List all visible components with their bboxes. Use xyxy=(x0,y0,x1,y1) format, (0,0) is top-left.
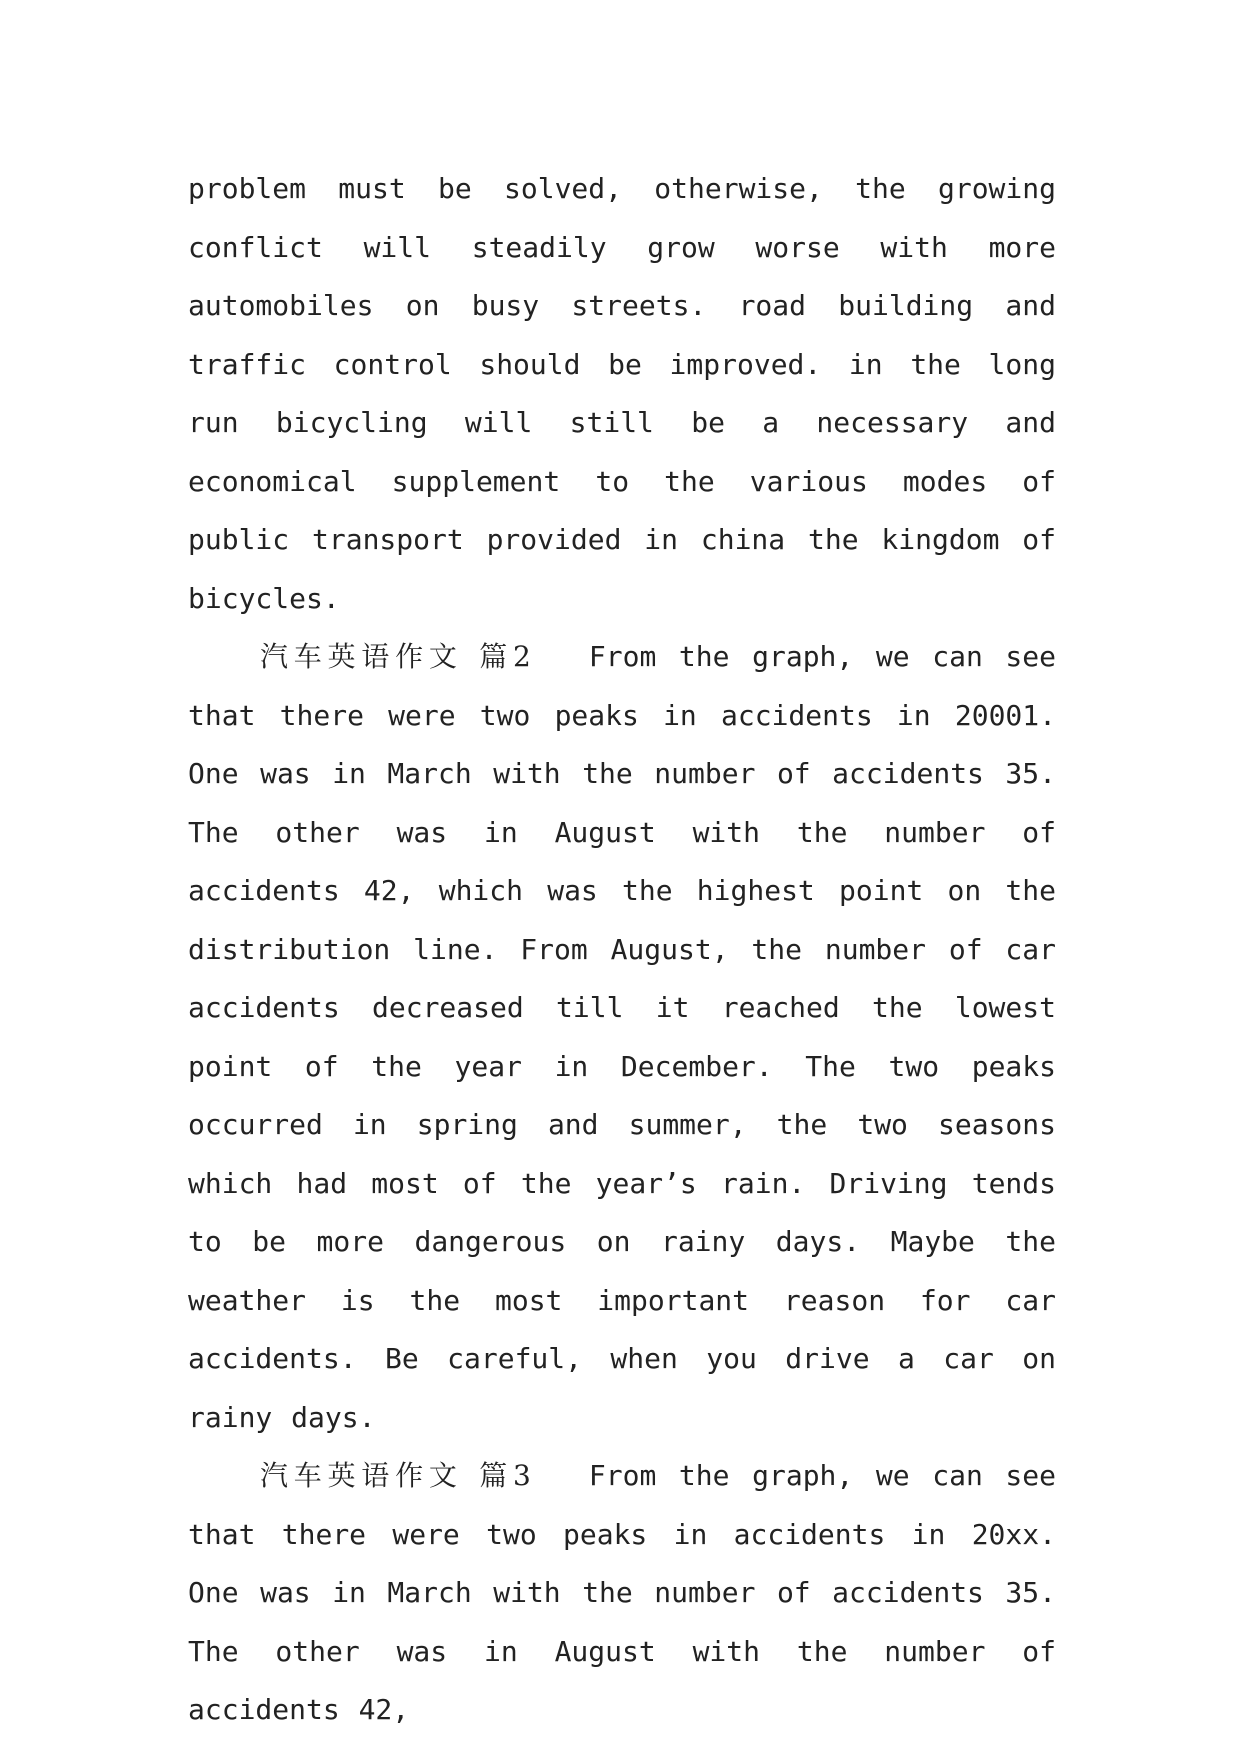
essay-2-text: From the graph, we can see that there were two peaks in accidents in 20001. One was in March with the number of accidents 35. The other was in August with the number of accidents 42, which was the highest point on the distribution line. From August, the number of car accidents decreased till it reached the lowest point of the year in December. The two peaks occurred in spring and summer, the two seasons which had most of the year’s rain. Driving tends to be more dangerous on rainy days. Maybe the weather is the most important reason for car accidents. Be careful, when you drive a car on rainy days. xyxy=(188,640,1057,1434)
paragraph-essay-3 xyxy=(188,1447,1056,1740)
document-page xyxy=(188,160,1056,1740)
paragraph-continuation: problem must be solved, otherwise, the growing conflict will steadily grow worse with more automobiles on busy streets. road building and traffic control should be improved. in the long run bicycling will still be a necessary and economical supplement to the various modes of public transport provided in china the kingdom of bicycles. xyxy=(188,172,1056,615)
essay-3-text: From the graph, we can see that there were two peaks in accidents in 20xx. One was in March with the number of accidents 35. The other was in August with the number of accidents 42, xyxy=(188,1459,1057,1726)
essay-2-heading: 汽车英语作文 篇2 xyxy=(260,640,533,673)
essay-3-heading: 汽车英语作文 篇3 xyxy=(260,1459,533,1492)
paragraph-essay-2 xyxy=(188,628,1056,1447)
